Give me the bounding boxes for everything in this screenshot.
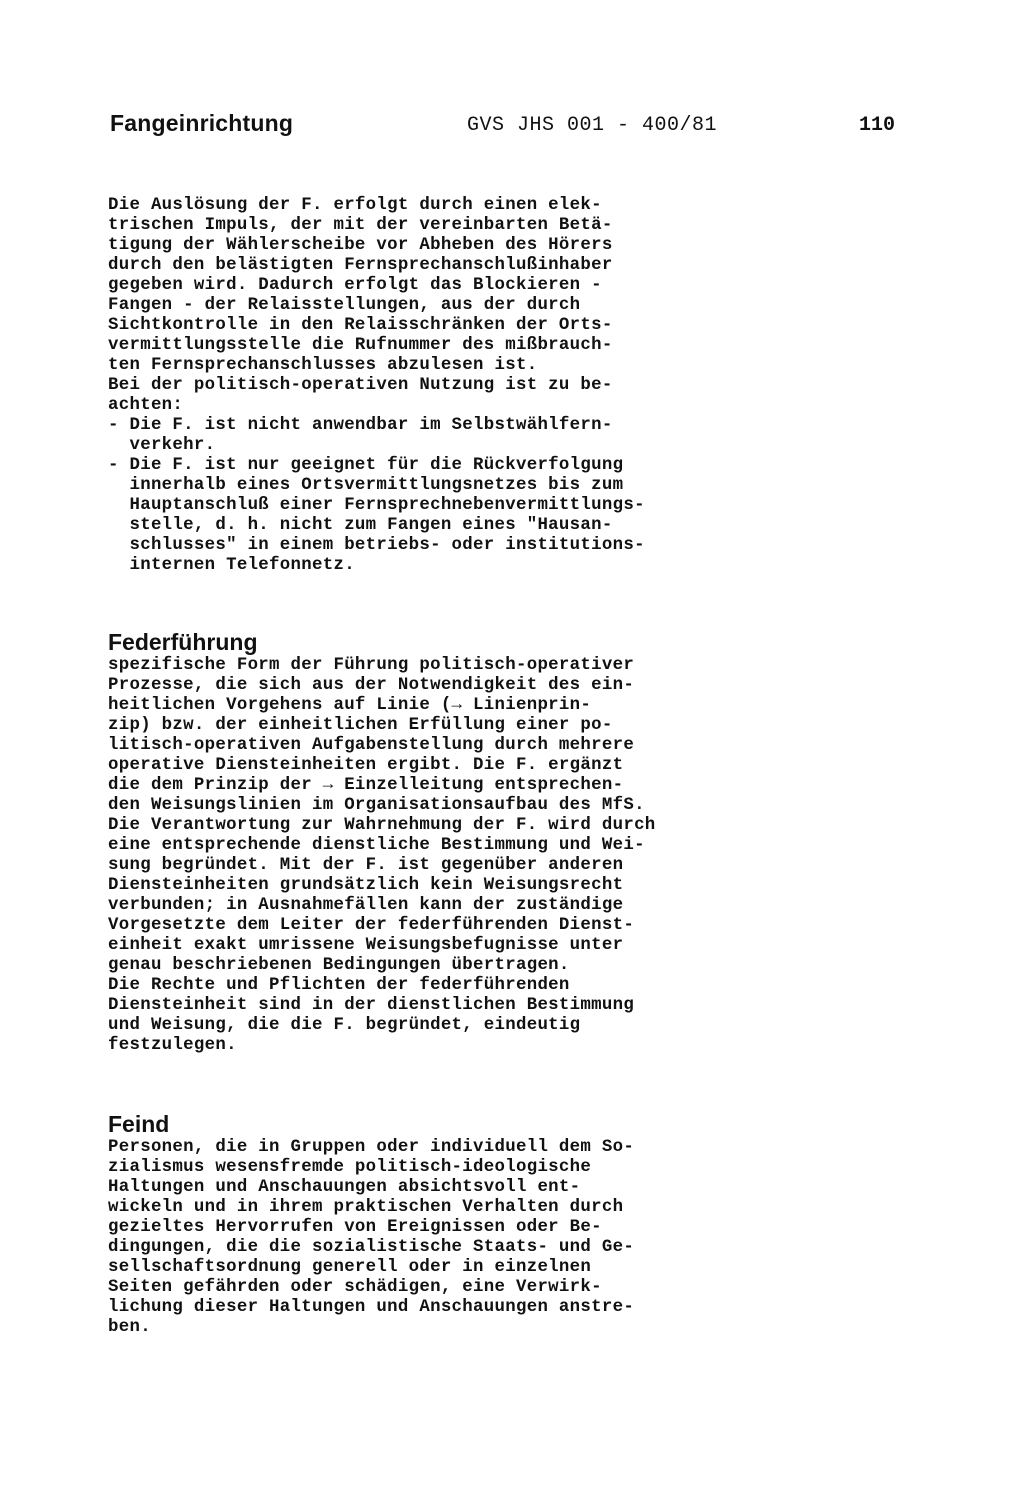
text-line: Haltungen und Anschauungen absichtsvoll ent-: [108, 1178, 581, 1197]
text-line: Sichtkontrolle in den Relaisschränken der Orts-: [108, 316, 613, 335]
text-line: sung begründet. Mit der F. ist gegenüber anderen: [108, 856, 624, 875]
text-line: Diensteinheiten grundsätzlich kein Weisungsrecht: [108, 876, 624, 895]
page-number: 110: [859, 114, 896, 137]
text-line: gezieltes Hervorrufen von Ereignissen oder Be-: [108, 1218, 602, 1237]
text-line: lichung dieser Haltungen und Anschauungen anstre-: [108, 1298, 635, 1317]
list-item-line: innerhalb eines Ortsvermittlungsnetzes bis zum: [108, 476, 624, 495]
header-keyword: Fangeinrichtung: [110, 110, 294, 136]
text-line: sellschaftsordnung generell oder in einzelnen: [108, 1258, 592, 1277]
text-line: zialismus wesensfremde politisch-ideologische: [108, 1158, 592, 1177]
text-line: tigung der Wählerscheibe vor Abheben des Hörers: [108, 236, 613, 255]
text-line: Vorgesetzte dem Leiter der federführenden Dienst-: [108, 916, 635, 935]
text-line: Bei der politisch-operativen Nutzung ist zu be-: [108, 376, 613, 395]
text-line: spezifische Form der Führung politisch-operativer: [108, 656, 635, 675]
text-line: festzulegen.: [108, 1036, 237, 1055]
text-line: Personen, die in Gruppen oder individuell dem So-: [108, 1138, 635, 1157]
text-line: wickeln und in ihrem praktischen Verhalten durch: [108, 1198, 624, 1217]
text-line: durch den belästigten Fernsprechanschlußinhaber: [108, 256, 613, 275]
text-line: Prozesse, die sich aus der Notwendigkeit des ein-: [108, 676, 635, 695]
text-line: den Weisungslinien im Organisationsaufbau des MfS.: [108, 796, 645, 815]
text-line: die dem Prinzip der → Einzelleitung entsprechen-: [108, 776, 624, 795]
text-line: ben.: [108, 1318, 151, 1337]
entry-feind: [108, 1110, 748, 1338]
entry-fangeinrichtung: [108, 196, 748, 576]
text-line: operative Diensteinheiten ergibt. Die F. ergänzt: [108, 756, 624, 775]
entry-heading: Federführung: [108, 629, 258, 655]
running-header: [110, 110, 910, 140]
text-line: Diensteinheit sind in der dienstlichen Bestimmung: [108, 996, 635, 1015]
header-reference: GVS JHS 001 - 400/81: [467, 114, 718, 137]
entry-heading: Feind: [108, 1111, 170, 1137]
text-line: heitlichen Vorgehens auf Linie (→ Linienprin-: [108, 696, 592, 715]
text-line: Die Rechte und Pflichten der federführenden: [108, 976, 570, 995]
text-line: und Weisung, die die F. begründet, eindeutig: [108, 1016, 581, 1035]
entry-federfuehrung: [108, 628, 748, 1056]
text-line: litisch-operativen Aufgabenstellung durch mehrere: [108, 736, 635, 755]
text-line: gegeben wird. Dadurch erfolgt das Blockieren -: [108, 276, 602, 295]
text-line: Seiten gefährden oder schädigen, eine Verwirk-: [108, 1278, 602, 1297]
text-line: zip) bzw. der einheitlichen Erfüllung einer po-: [108, 716, 613, 735]
text-line: genau beschriebenen Bedingungen übertragen.: [108, 956, 570, 975]
text-line: Die Verantwortung zur Wahrnehmung der F. wird durch: [108, 816, 656, 835]
text-line: achten:: [108, 396, 184, 415]
text-line: Fangen - der Relaisstellungen, aus der durch: [108, 296, 581, 315]
text-line: dingungen, die die sozialistische Staats- und Ge-: [108, 1238, 635, 1257]
list-item-line: internen Telefonnetz.: [108, 556, 355, 575]
list-item-line: stelle, d. h. nicht zum Fangen eines "Hausan-: [108, 516, 613, 535]
text-line: verbunden; in Ausnahmefällen kann der zuständige: [108, 896, 624, 915]
list-item-line: - Die F. ist nur geeignet für die Rückverfolgung: [108, 456, 624, 475]
text-line: trischen Impuls, der mit der vereinbarten Betä-: [108, 216, 613, 235]
list-item-line: - Die F. ist nicht anwendbar im Selbstwählfern-: [108, 416, 613, 435]
text-line: ten Fernsprechanschlusses abzulesen ist.: [108, 356, 538, 375]
list-item-line: verkehr.: [108, 436, 216, 455]
text-line: einheit exakt umrissene Weisungsbefugnisse unter: [108, 936, 624, 955]
list-item-line: schlusses" in einem betriebs- oder institutions-: [108, 536, 645, 555]
text-line: Die Auslösung der F. erfolgt durch einen elek-: [108, 196, 602, 215]
text-line: eine entsprechende dienstliche Bestimmung und Wei-: [108, 836, 645, 855]
list-item-line: Hauptanschluß einer Fernsprechnebenvermittlungs-: [108, 496, 645, 515]
text-line: vermittlungsstelle die Rufnummer des mißbrauch-: [108, 336, 613, 355]
